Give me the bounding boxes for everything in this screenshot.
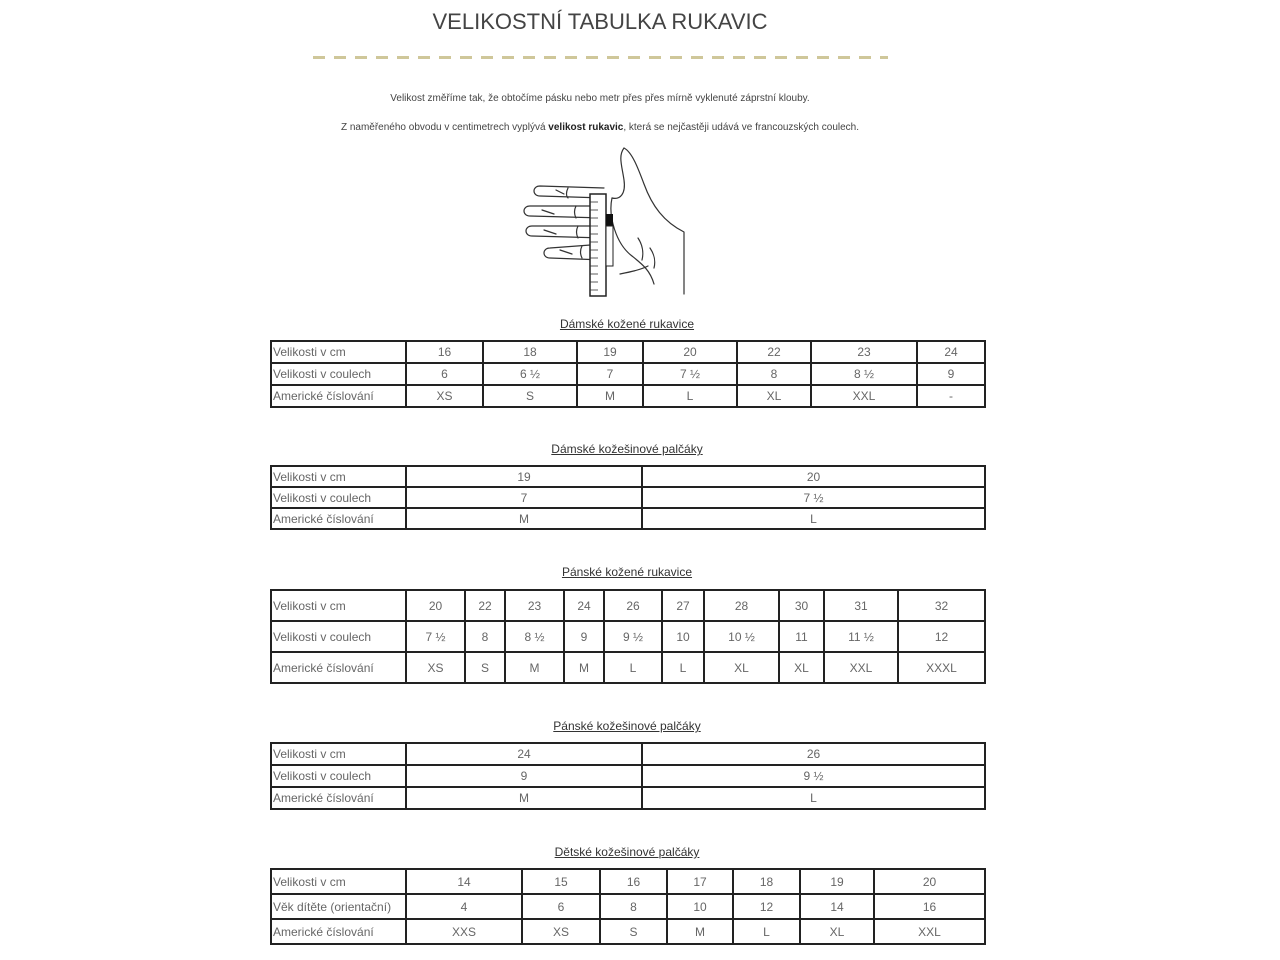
table-cell: S [465,652,505,683]
row-label: Velikosti v coulech [271,621,406,652]
table-cell: 12 [733,894,800,919]
table-row [271,621,985,652]
table-cell: 18 [733,869,800,894]
table-cell: 8 [600,894,667,919]
table-cell: 9 ½ [642,765,985,787]
table-cell: 28 [704,590,779,621]
table-cell: 18 [483,341,577,363]
table-cell: 20 [643,341,737,363]
table-row [271,894,985,919]
dashed-divider [313,56,888,59]
table-cell: 8 ½ [505,621,564,652]
table-cell: XL [737,385,811,407]
table-cell: 6 [522,894,600,919]
table-cell: M [667,919,733,944]
table-row [271,590,985,621]
table-cell: 6 ½ [483,363,577,385]
table-cell: 7 ½ [642,487,985,508]
hand-measuring-tape-illustration [520,144,690,299]
table-cell: 9 ½ [604,621,662,652]
table-cell: XS [406,652,465,683]
table-row [271,466,985,487]
table-cell: 27 [662,590,704,621]
row-label: Velikosti v coulech [271,765,406,787]
table-cell: - [917,385,985,407]
table-cell: XXL [874,919,985,944]
table-cell: 26 [642,743,985,765]
table-cell: XS [522,919,600,944]
table-cell: L [662,652,704,683]
page-title: VELIKOSTNÍ TABULKA RUKAVIC [432,9,768,34]
table-row [271,765,985,787]
row-label: Americké číslování [271,385,406,407]
table-cell: 22 [737,341,811,363]
table-cell: 16 [600,869,667,894]
table-row [271,743,985,765]
table-cell: L [733,919,800,944]
table-cell: 31 [824,590,898,621]
size-table-mens-leather-gloves [270,589,986,684]
table-row [271,385,985,407]
table-cell: XS [406,385,483,407]
table-cell: 14 [800,894,874,919]
table-cell: 23 [505,590,564,621]
table-cell: 12 [898,621,985,652]
table-cell: 16 [406,341,483,363]
table-cell: 19 [406,466,642,487]
row-label: Velikosti v cm [271,743,406,765]
table-cell: 11 [779,621,824,652]
table-cell: 8 [737,363,811,385]
table-cell: 24 [564,590,604,621]
table-row [271,869,985,894]
table-cell: 7 ½ [406,621,465,652]
table-cell: M [406,787,642,809]
table-cell: 7 [406,487,642,508]
table-cell: 20 [642,466,985,487]
table-cell: 24 [917,341,985,363]
table-cell: 7 [577,363,643,385]
table-cell: XL [800,919,874,944]
table-cell: 10 [667,894,733,919]
table-cell: M [406,508,642,529]
intro-measure-text: Velikost změříme tak, že obtočíme pásku nebo metr přes přes mírně vyklenuté záprstní klouby. [390,93,810,104]
row-label: Americké číslování [271,919,406,944]
table-cell: 9 [917,363,985,385]
table-cell: 20 [406,590,465,621]
table-cell: XXL [811,385,917,407]
intro-size-text: Z naměřeného obvodu v centimetrech vyplývá velikost rukavic, která se nejčastěji udává ve francouzských coulech. [340,122,860,133]
table-cell: M [564,652,604,683]
table-cell: 24 [406,743,642,765]
table-row [271,652,985,683]
table-cell: 32 [898,590,985,621]
table-cell: 20 [874,869,985,894]
size-table-womens-fur-mittens [270,465,986,530]
table-cell: 16 [874,894,985,919]
size-table-mens-fur-mittens [270,742,986,810]
table-cell: 15 [522,869,600,894]
size-table-womens-leather-gloves [270,340,986,408]
row-label: Americké číslování [271,652,406,683]
table-row [271,508,985,529]
table-cell: 8 ½ [811,363,917,385]
table-row [271,363,985,385]
table-cell: L [643,385,737,407]
table-cell: 9 [564,621,604,652]
row-label: Věk dítěte (orientační) [271,894,406,919]
table-cell: 7 ½ [643,363,737,385]
row-label: Velikosti v cm [271,466,406,487]
table-cell: 30 [779,590,824,621]
table-cell: 9 [406,765,642,787]
table-cell: XXS [406,919,522,944]
table-cell: 19 [800,869,874,894]
table-cell: 6 [406,363,483,385]
section-title-womens-leather-gloves: Dámské kožené rukavice [559,317,695,331]
row-label: Americké číslování [271,508,406,529]
table-row [271,919,985,944]
table-cell: 22 [465,590,505,621]
table-row [271,487,985,508]
table-row [271,787,985,809]
section-title-mens-leather-gloves: Pánské kožené rukavice [561,565,693,579]
row-label: Velikosti v cm [271,869,406,894]
section-title-mens-fur-mittens: Pánské kožešinové palčáky [553,719,701,733]
table-cell: L [642,787,985,809]
table-cell: XL [704,652,779,683]
table-cell: S [483,385,577,407]
row-label: Velikosti v coulech [271,487,406,508]
row-label: Americké číslování [271,787,406,809]
size-table-kids-fur-mittens [270,868,986,945]
table-cell: M [577,385,643,407]
table-cell: XL [779,652,824,683]
table-cell: L [604,652,662,683]
table-cell: 17 [667,869,733,894]
row-label: Velikosti v cm [271,341,406,363]
section-title-womens-fur-mittens: Dámské kožešinové palčáky [551,442,703,456]
table-cell: 19 [577,341,643,363]
table-row [271,341,985,363]
table-cell: L [642,508,985,529]
table-cell: M [505,652,564,683]
table-cell: XXL [824,652,898,683]
table-cell: 26 [604,590,662,621]
table-cell: 4 [406,894,522,919]
row-label: Velikosti v cm [271,590,406,621]
table-cell: 10 [662,621,704,652]
table-cell: 10 ½ [704,621,779,652]
table-cell: S [600,919,667,944]
table-cell: 11 ½ [824,621,898,652]
table-cell: 8 [465,621,505,652]
row-label: Velikosti v coulech [271,363,406,385]
section-title-kids-fur-mittens: Dětské kožešinové palčáky [554,845,700,859]
table-cell: XXXL [898,652,985,683]
table-cell: 23 [811,341,917,363]
table-cell: 14 [406,869,522,894]
